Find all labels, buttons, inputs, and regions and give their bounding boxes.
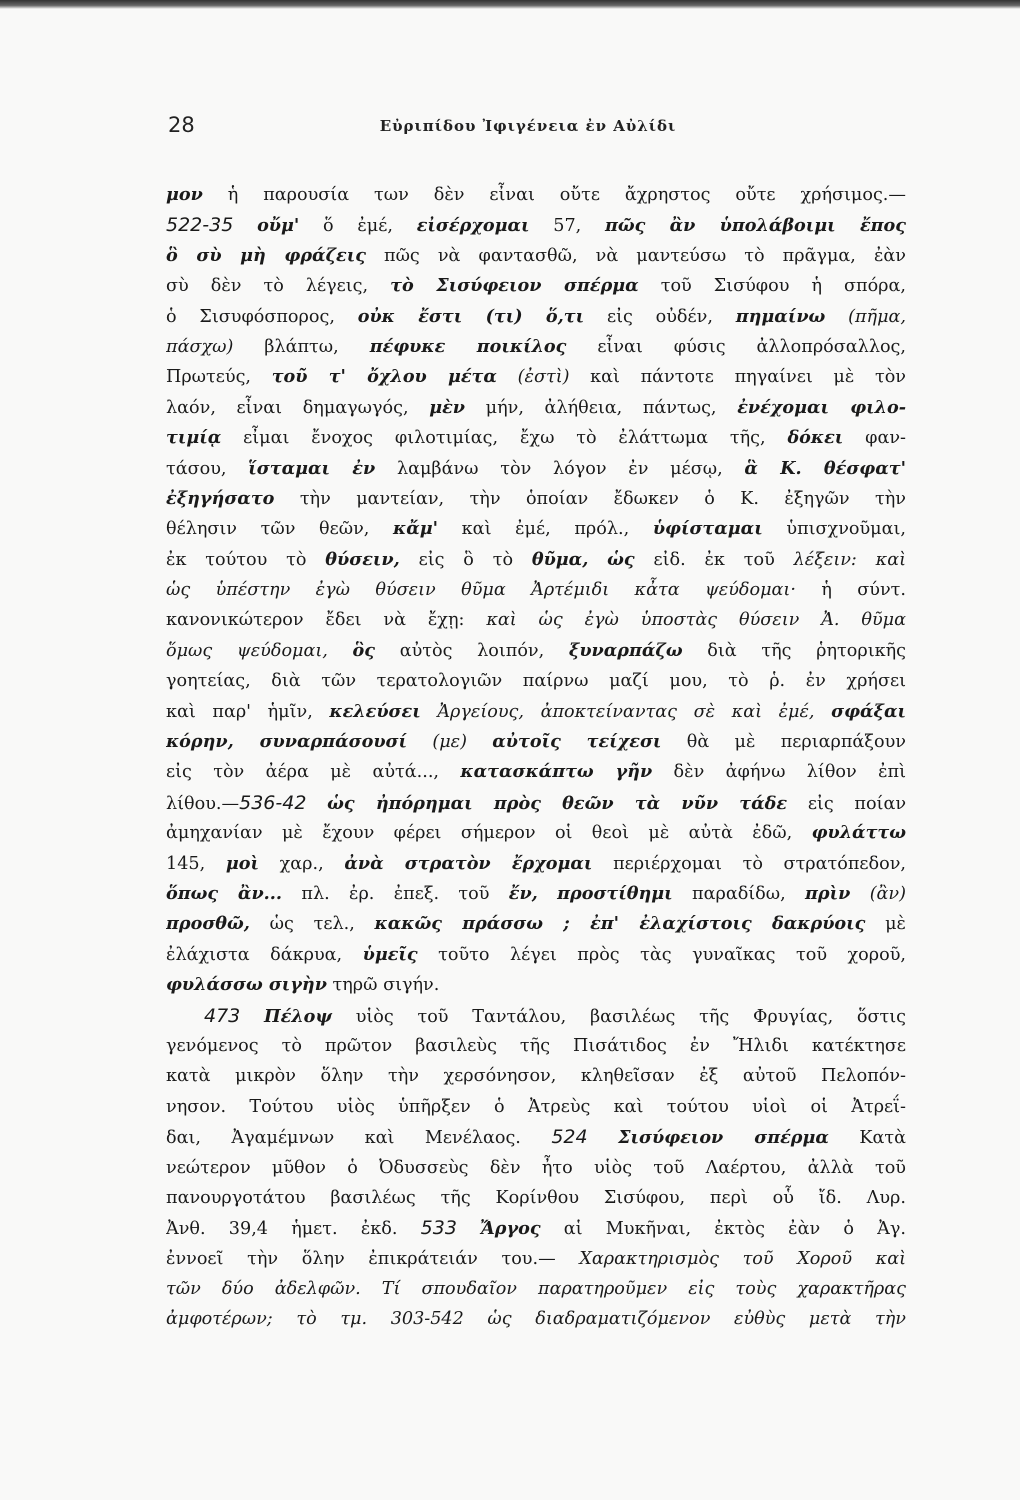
text-segment: κανονικώτερον ἔδει νὰ ἔχῃ:	[166, 610, 487, 631]
text-line	[166, 575, 906, 605]
text-segment: πλ. ἐρ. ἐπεξ. τοῦ	[282, 883, 509, 904]
lemma: Σισύφειον σπέρμα	[618, 1127, 829, 1149]
lemma: τοῦ τ' ὄχλου μέτα	[271, 366, 497, 388]
text-segment: εἶναι φύσις ἀλλοπρόσαλλος,	[566, 336, 906, 357]
text-line	[166, 1244, 906, 1274]
text-segment: ἐκ τούτου τὸ	[166, 549, 326, 570]
text-segment: περιέρχομαι τὸ στρατόπεδον,	[592, 853, 906, 874]
text-segment: ἀμηχανίαν μὲ ἔχουν φέρει σήμερον οἱ θεοὶ μὲ αὐτὰ ἐδῶ,	[166, 823, 812, 844]
text-segment: διὰ τῆς ῥητορικῆς	[682, 640, 906, 661]
text-segment: δαι, Ἀγαμέμνων καὶ Μενέλαος.	[166, 1128, 552, 1149]
text-line	[166, 332, 906, 362]
text-segment: εἰς τὸν ἀέρα μὲ αὐτά...,	[166, 762, 461, 783]
lemma: θῦμα,	[531, 548, 589, 570]
lemma: κόρην, συναρπάσουσί	[166, 731, 408, 753]
lemma: ἐξηγήσατο	[166, 487, 275, 509]
text-line	[166, 940, 906, 970]
lemma: προσθῶ,	[166, 913, 250, 935]
text-segment: τῶν δύο ἀδελφῶν. Τί σπουδαῖον παρατηροῦμεν εἰς τοὺς χαρακτῆρας	[166, 1279, 906, 1300]
text-line	[166, 1274, 906, 1304]
text-segment: ὡς τελ.,	[249, 914, 375, 935]
text-line	[166, 788, 906, 818]
text-segment: γοητείας, διὰ τῶν τερατολογιῶν παίρνω μαζί μου, τὸ ῥ. ἐν χρήσει	[166, 671, 906, 692]
text-segment	[273, 1309, 297, 1329]
lemma: πρὶν	[805, 882, 851, 904]
text-segment: ἀμφοτέρων;	[166, 1309, 273, 1330]
text-line	[166, 879, 906, 909]
text-segment: πανουργοτάτου βασιλέως τῆς Κορίνθου Σισύφου, περὶ οὗ ἴδ. Λυρ.	[166, 1187, 906, 1208]
text-segment: πάσχω)	[166, 336, 234, 357]
text-segment	[240, 1007, 264, 1027]
lemma: ὃ σὺ μὴ φράζεις	[166, 244, 366, 266]
lemma: Πέλοψ	[264, 1005, 332, 1027]
text-segment	[588, 1128, 618, 1148]
text-segment: καὶ ὡς ἐγὼ ὑποστὰς θύσειν Ἀ. θῦμα	[486, 610, 906, 631]
text-segment: (πῆμα,	[848, 306, 906, 327]
text-segment: καὶ ἐμέ, πρόλ.,	[438, 519, 653, 540]
text-segment: αἱ Μυκῆναι, ἐκτὸς ἐὰν ὁ Ἀγ.	[540, 1219, 906, 1240]
text-line	[166, 1304, 906, 1334]
text-segment: (ἐστὶ)	[517, 367, 570, 388]
text-segment: υἱὸς τοῦ Ταντάλου, βασιλέως τῆς Φρυγίας, ὅστις	[331, 1006, 906, 1027]
lemma: κἄμ'	[393, 518, 439, 540]
lemma: μον	[166, 184, 203, 205]
text-segment: τοῦ Σισύφου ἡ σπόρα,	[638, 276, 906, 297]
commentary-text	[166, 180, 906, 1335]
text-segment: λαμβάνω τὸν λόγον ἐν μέσῳ,	[375, 458, 745, 479]
text-segment: πῶς νὰ φαντασθῶ, νὰ μαντεύσω τὸ πρᾶγμα, ἐὰν	[365, 245, 906, 266]
text-segment: χαρ.,	[258, 853, 345, 874]
lemma: κακῶς πράσσω ; ἐπ' ἐλαχίστοις δακρύοις	[374, 913, 866, 935]
text-segment: (με)	[432, 732, 467, 753]
lemma: μὲν	[429, 396, 465, 418]
text-line	[166, 636, 906, 666]
page-number: 28	[168, 113, 195, 137]
text-line	[166, 423, 906, 453]
text-segment	[233, 216, 257, 236]
text-segment: θὰ μὲ περιαρπάξουν	[661, 732, 906, 753]
text-line	[166, 818, 906, 848]
text-line	[166, 1153, 906, 1183]
text-segment	[815, 702, 832, 722]
text-segment: 57,	[529, 216, 606, 237]
text-segment: αὐτὸς λοιπόν,	[375, 640, 569, 661]
text-segment	[407, 732, 432, 752]
text-line	[166, 545, 906, 575]
text-segment: λαόν, εἶναι δημαγωγός,	[166, 397, 430, 418]
text-segment: εἰς ὃ τὸ	[399, 549, 532, 570]
lemma: εἰσέρχομαι	[416, 215, 530, 237]
lemma: ξυναρπάζω	[568, 639, 683, 661]
text-segment: Χαρακτηρισμὸς τοῦ Χοροῦ καὶ	[579, 1248, 906, 1269]
lemma: κελεύσει	[329, 700, 421, 722]
lemma: πημαίνω	[735, 305, 826, 327]
text-line	[166, 1183, 906, 1213]
text-segment: εἰδ. ἐκ τοῦ	[634, 549, 794, 570]
lemma: φυλάττω	[811, 822, 906, 844]
text-segment: θέλησιν τῶν θεῶν,	[166, 519, 394, 540]
text-segment: Κατὰ	[828, 1128, 906, 1149]
text-line	[166, 1061, 906, 1091]
text-line	[166, 1122, 906, 1152]
text-segment	[306, 794, 327, 814]
text-segment: Ἀνθ. 39,4 ἡμετ. ἐκδ.	[166, 1219, 421, 1240]
text-segment	[497, 367, 518, 387]
text-segment	[588, 550, 607, 570]
lemma: ὡς ἠπόρημαι πρὸς θεῶν τὰ νῦν τάδε	[327, 792, 788, 814]
text-segment: (ἂν)	[869, 883, 906, 904]
lemma: προστίθημι	[557, 882, 673, 904]
lemma: κατασκάπτω γῆν	[460, 761, 653, 783]
text-line	[166, 727, 906, 757]
text-segment: 145,	[166, 853, 226, 874]
text-line	[166, 362, 906, 392]
text-segment: εἰς ποίαν	[787, 793, 906, 814]
text-segment: σὺ δὲν τὸ λέγεις,	[166, 276, 391, 297]
lemma: ὑμεῖς	[362, 943, 418, 965]
text-line	[166, 1001, 906, 1031]
text-segment: τὴν μαντείαν, τὴν ὁποίαν ἔδωκεν ὁ Κ. ἐξηγῶν τὴν	[274, 488, 906, 509]
page-header	[168, 113, 888, 153]
text-line	[166, 514, 906, 544]
text-line	[166, 241, 906, 271]
text-segment: κατὰ μικρὸν ὅλην τὴν χερσόνησον, κληθεῖσαν ἐξ αὐτοῦ Πελοπόν-	[166, 1066, 906, 1087]
lemma: θύσειν,	[325, 548, 400, 570]
text-segment: τοῦτο λέγει πρὸς τὰς γυναῖκας τοῦ χοροῦ,	[417, 944, 906, 965]
lemma: Ἄργος	[480, 1218, 541, 1240]
verse-reference: 473	[204, 1004, 241, 1027]
text-segment: ὡς ὑπέστην ἐγὼ θύσειν θῦμα Ἀρτέμιδι κἆτα ψεύδομαι·	[166, 580, 796, 601]
running-title: Εὐριπίδου Ἰφιγένεια ἐν Αὐλίδι	[379, 117, 677, 135]
text-segment: τὸ τμ. 303-542 ὡς διαδραματιζόμενον εὐθὺς μετὰ τὴν	[296, 1309, 906, 1330]
text-segment: φαν-	[843, 428, 906, 449]
text-segment: λέξειν: καὶ	[793, 549, 906, 570]
text-segment: Ἀργείους, ἀποκτείναντας σὲ καὶ ἐμέ,	[437, 701, 815, 722]
lemma: πῶς ἂν ὑπολάβοιμι ἔπος	[605, 215, 906, 237]
text-segment: εἶμαι ἔνοχος φιλοτιμίας, ἔχω τὸ ἐλάττωμα τῆς,	[221, 428, 788, 449]
text-segment	[538, 884, 557, 904]
text-segment: ἐννοεῖ τὴν ὅλην ἐπικράτειάν του.—	[166, 1248, 580, 1269]
text-segment: καὶ παρ' ἡμῖν,	[166, 701, 330, 722]
lemma: τὸ Σισύφειον σπέρμα	[390, 275, 639, 297]
lemma: ἀνὰ στρατὸν ἔρχομαι	[344, 852, 593, 874]
text-line	[166, 970, 906, 1000]
text-line	[166, 605, 906, 635]
text-segment	[421, 702, 438, 722]
text-line	[166, 849, 906, 879]
text-segment: ὅ ἐμέ,	[299, 216, 417, 237]
text-segment	[457, 1219, 480, 1239]
text-segment: δὲν ἀφήνω λίθον ἐπὶ	[652, 762, 906, 783]
text-segment: τηρῶ σιγήν.	[326, 975, 440, 996]
text-segment: βλάπτω,	[233, 336, 370, 357]
lemma: τιμίᾳ	[166, 427, 222, 449]
verse-reference: 524	[551, 1126, 588, 1149]
text-line	[166, 210, 906, 240]
lemma: αὐτοῖς τείχεσι	[492, 731, 662, 753]
text-line	[166, 1213, 906, 1243]
text-segment	[328, 641, 353, 661]
text-segment	[825, 307, 848, 327]
lemma: δόκει	[787, 427, 844, 449]
lemma: ἔν,	[508, 882, 538, 904]
lemma: ἃ Κ. θέσφατ'	[744, 457, 906, 479]
lemma: ὑφίσταμαι	[652, 518, 763, 540]
text-line	[166, 302, 906, 332]
verse-reference: 522-35	[166, 214, 234, 237]
verse-reference: 533	[420, 1217, 457, 1240]
text-segment: παραδίδω,	[672, 883, 806, 904]
text-segment: ἐλάχιστα δάκρυα,	[166, 944, 363, 965]
text-segment: Πρωτεύς,	[166, 367, 272, 388]
text-segment: τάσου,	[166, 458, 249, 479]
lemma: ὅπως ἂν...	[166, 882, 283, 904]
text-segment	[850, 884, 869, 904]
text-segment: μὲ	[865, 914, 906, 935]
scan-edge	[0, 0, 1020, 9]
text-line	[166, 180, 906, 210]
verse-reference: 536-42	[239, 791, 307, 814]
text-segment: μήν, ἀλήθεια, πάντως,	[465, 397, 738, 418]
text-segment: νησον. Τούτου υἱὸς ὑπῆρξεν ὁ Ἀτρεὺς καὶ τούτου υἱοὶ οἱ Ἀτρεΐ-	[166, 1096, 906, 1117]
lemma: σφάξαι	[831, 700, 906, 722]
text-line	[166, 757, 906, 787]
text-segment: ὑπισχνοῦμαι,	[762, 519, 906, 540]
text-segment: ὅμως ψεύδομαι,	[166, 640, 328, 661]
text-line	[166, 1092, 906, 1122]
text-segment: γενόμενος τὸ πρῶτον βασιλεὺς τῆς Πισάτιδος ἐν Ἤλιδι κατέκτησε	[166, 1035, 906, 1056]
text-segment: καὶ πάντοτε πηγαίνει μὲ τὸν	[569, 367, 906, 388]
lemma: πέφυκε ποικίλος	[369, 335, 567, 357]
lemma: οὐκ ἔστι (τι) ὅ,τι	[357, 305, 585, 327]
text-line	[166, 454, 906, 484]
text-segment: λίθου.—	[166, 793, 240, 814]
text-segment	[467, 732, 492, 752]
lemma: φυλάσσω σιγὴν	[166, 974, 327, 996]
lemma: οὔμ'	[257, 215, 300, 237]
text-line	[166, 393, 906, 423]
lemma: ὃς	[352, 639, 375, 661]
text-segment: εἰς οὐδέν,	[584, 306, 736, 327]
text-line	[166, 697, 906, 727]
text-line	[166, 271, 906, 301]
lemma: ὡς	[607, 548, 635, 570]
lemma: ἐνέχομαι φιλο-	[737, 396, 906, 418]
text-line	[166, 666, 906, 696]
text-segment: ἡ σύντ.	[795, 580, 906, 601]
lemma: μοὶ	[225, 852, 259, 874]
text-line	[166, 1031, 906, 1061]
text-line	[166, 909, 906, 939]
text-line	[166, 484, 906, 514]
lemma: ἵσταμαι ἐν	[248, 457, 376, 479]
text-segment: νεώτερον μῦθον ὁ Ὀδυσσεὺς δὲν ἦτο υἱὸς τοῦ Λαέρτου, ἀλλὰ τοῦ	[166, 1157, 906, 1178]
text-segment: ὁ Σισυφόσπορος,	[166, 306, 358, 327]
text-segment: ἡ παρουσία των δὲν εἶναι οὔτε ἄχρηστος οὔτε χρήσιμος.—	[202, 185, 906, 205]
